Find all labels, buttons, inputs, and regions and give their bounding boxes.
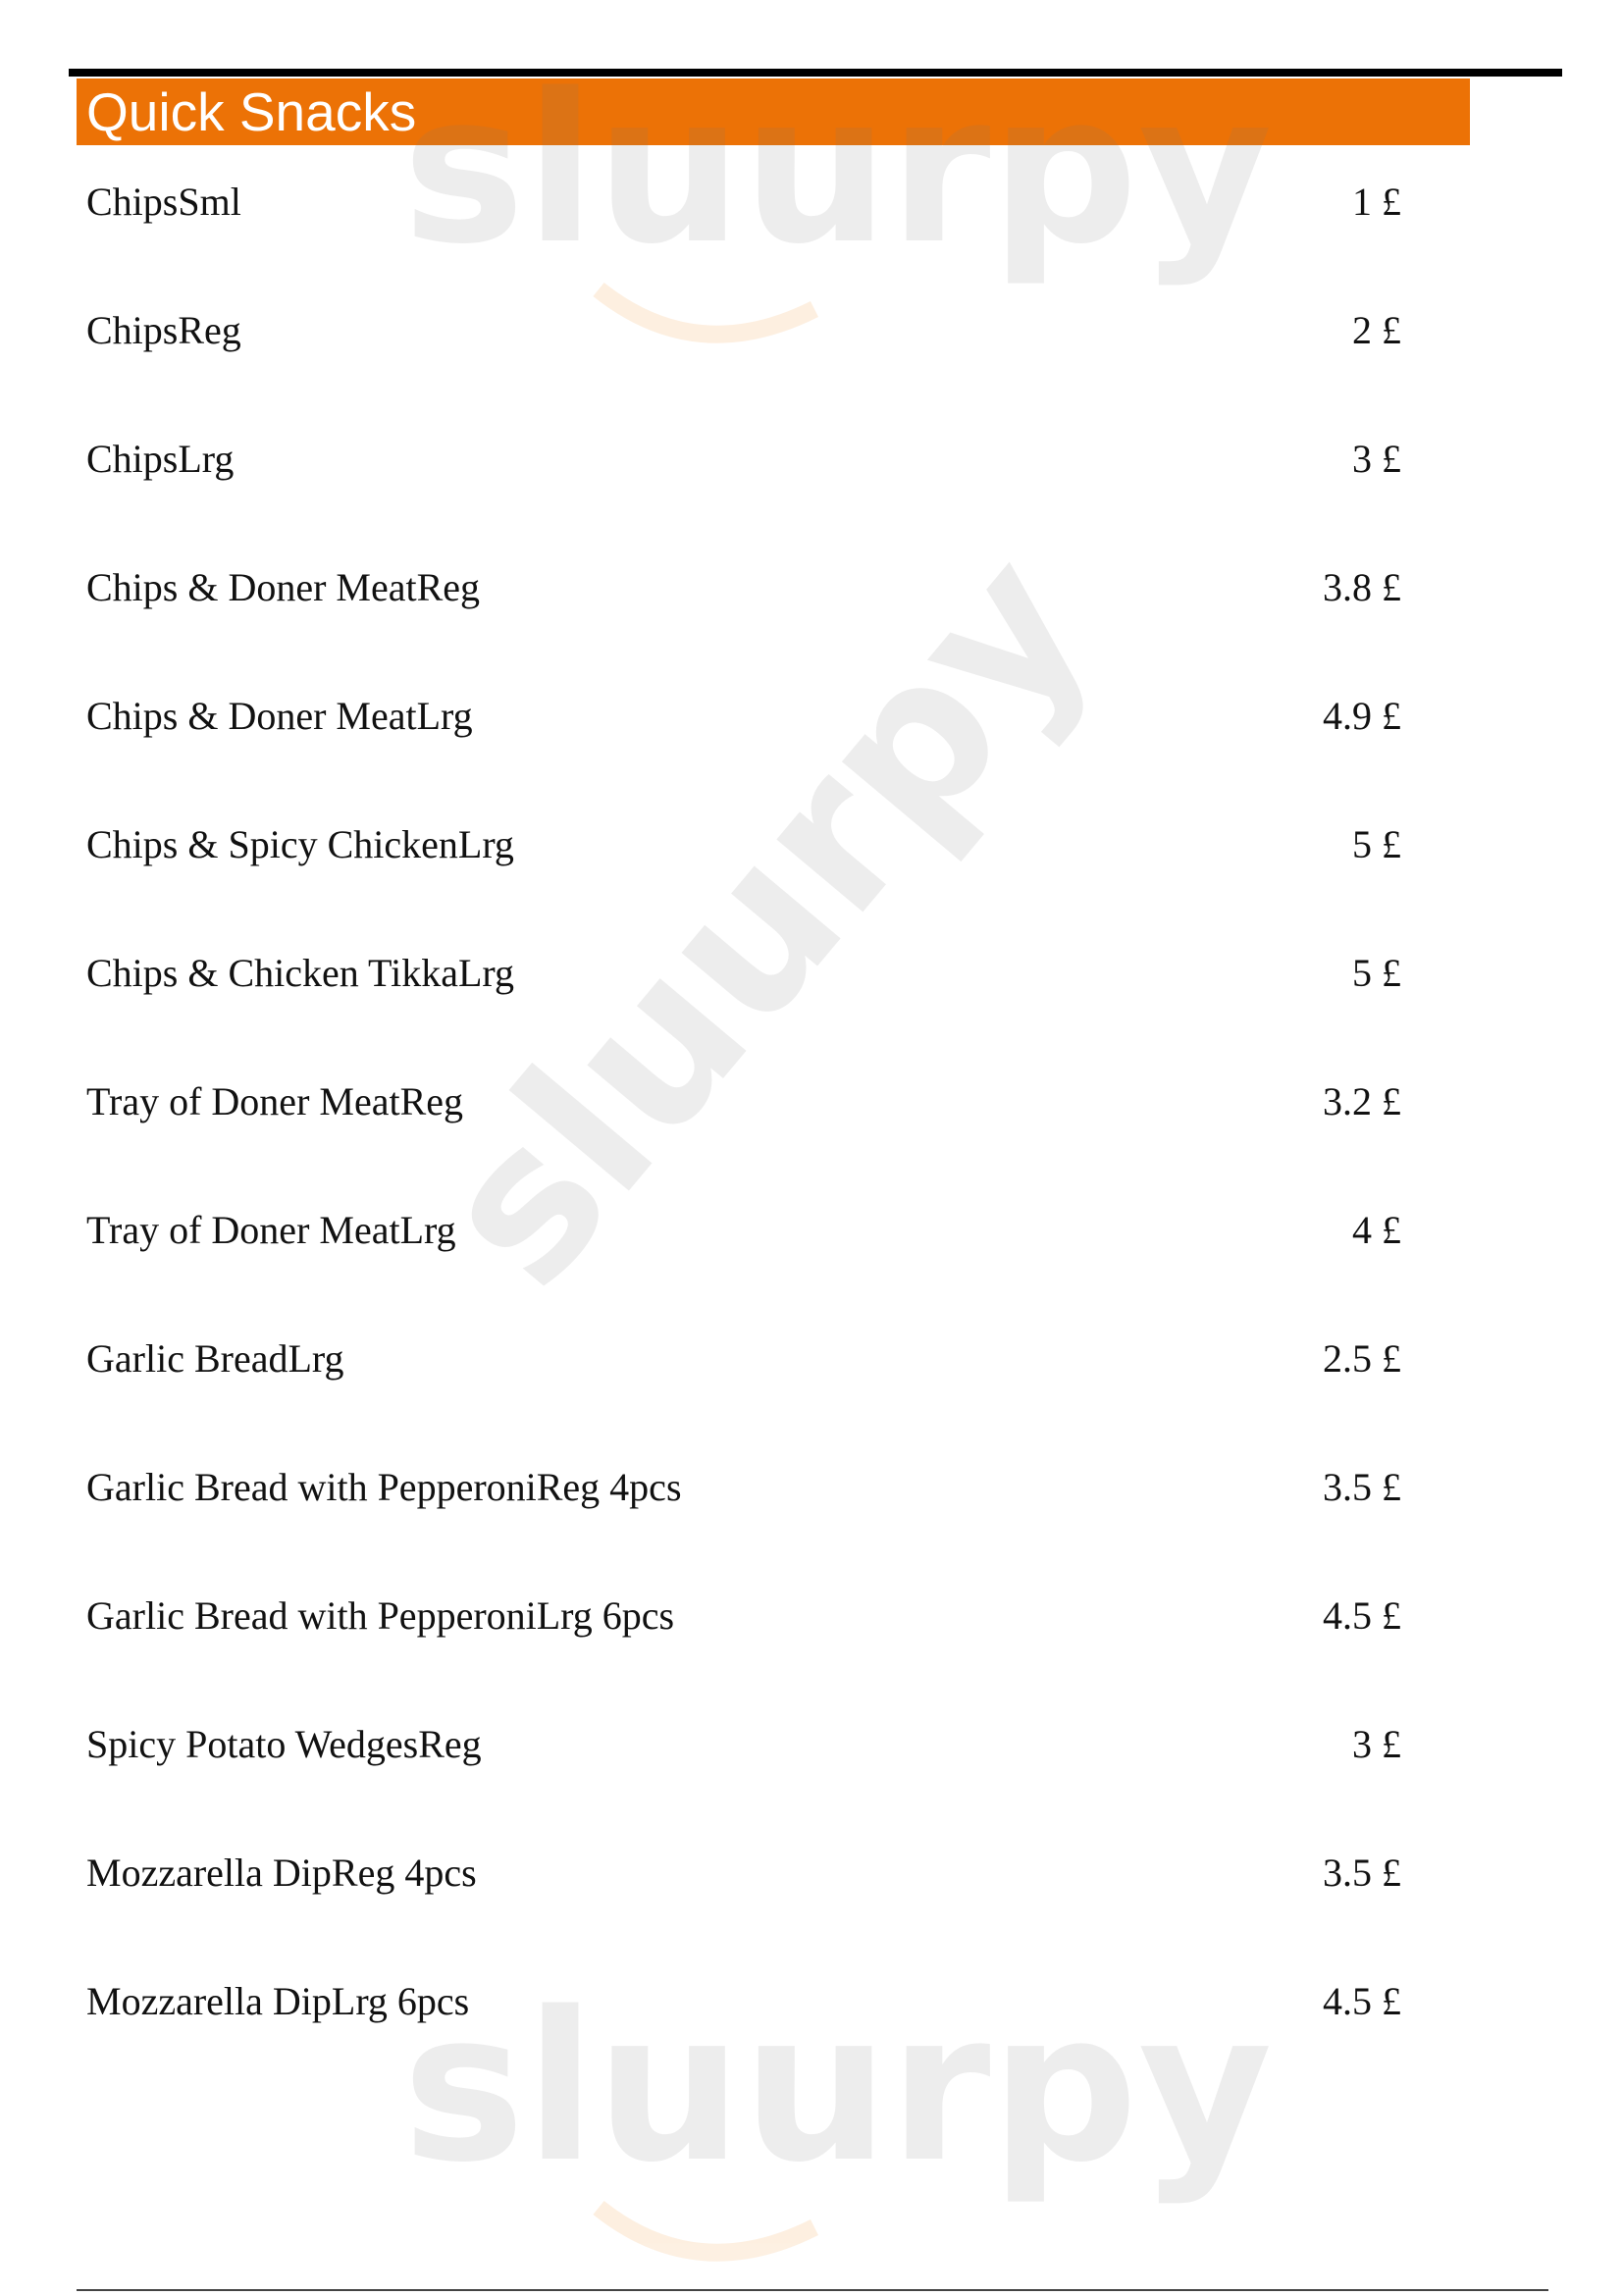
menu-item — [86, 145, 1401, 274]
item-name: Mozzarella DipLrg 6pcs — [86, 1979, 470, 2023]
menu-item — [86, 402, 1401, 531]
menu-item — [86, 531, 1401, 659]
item-name: Garlic BreadLrg — [86, 1336, 344, 1381]
section-header — [77, 78, 1470, 145]
item-price: 2 £ — [1352, 308, 1401, 352]
item-price: 5 £ — [1352, 951, 1401, 995]
watermark-text-bottom: sluurpy — [402, 1967, 1273, 2208]
menu-item — [86, 274, 1401, 402]
menu-item — [86, 1302, 1401, 1431]
item-name: Chips & Doner MeatReg — [86, 565, 481, 609]
item-price: 3.2 £ — [1323, 1079, 1401, 1123]
item-price: 3 £ — [1352, 1722, 1401, 1766]
bottom-rule — [77, 2289, 1548, 2291]
menu-item — [86, 1816, 1401, 1945]
item-name: ChipsLrg — [86, 437, 235, 481]
item-name: Tray of Doner MeatLrg — [86, 1208, 456, 1252]
item-price: 4 £ — [1352, 1208, 1401, 1252]
item-price: 2.5 £ — [1323, 1336, 1401, 1381]
item-name: Garlic Bread with PepperoniReg 4pcs — [86, 1465, 682, 1509]
watermark-text: sluurpy — [402, 49, 1273, 289]
item-price: 4.9 £ — [1323, 694, 1401, 738]
menu-item — [86, 1945, 1401, 2073]
item-name: Chips & Chicken TikkaLrg — [86, 951, 514, 995]
item-name: ChipsReg — [86, 308, 241, 352]
menu-item — [86, 1174, 1401, 1302]
top-rule — [69, 69, 1562, 77]
item-name: Chips & Doner MeatLrg — [86, 694, 473, 738]
item-name: Spicy Potato WedgesReg — [86, 1722, 482, 1766]
menu-item — [86, 916, 1401, 1045]
item-price: 3.5 £ — [1323, 1465, 1401, 1509]
watermark-text-diagonal: sluurpy — [392, 508, 1136, 1330]
item-price: 4.5 £ — [1323, 1979, 1401, 2023]
menu-item — [86, 1559, 1401, 1688]
menu-list — [86, 145, 1401, 2073]
item-name: Garlic Bread with PepperoniLrg 6pcs — [86, 1593, 675, 1638]
item-price: 4.5 £ — [1323, 1593, 1401, 1638]
item-price: 1 £ — [1352, 180, 1401, 224]
section-title: Quick Snacks — [86, 81, 417, 142]
menu-item — [86, 659, 1401, 788]
item-price: 3.8 £ — [1323, 565, 1401, 609]
menu-item — [86, 788, 1401, 916]
menu-item — [86, 1431, 1401, 1559]
item-name: Chips & Spicy ChickenLrg — [86, 822, 514, 866]
item-price: 3 £ — [1352, 437, 1401, 481]
menu-item — [86, 1688, 1401, 1816]
menu-item — [86, 1045, 1401, 1174]
item-price: 5 £ — [1352, 822, 1401, 866]
item-name: Tray of Doner MeatReg — [86, 1079, 464, 1123]
item-name: ChipsSml — [86, 180, 241, 224]
item-name: Mozzarella DipReg 4pcs — [86, 1851, 477, 1895]
item-price: 3.5 £ — [1323, 1851, 1401, 1895]
